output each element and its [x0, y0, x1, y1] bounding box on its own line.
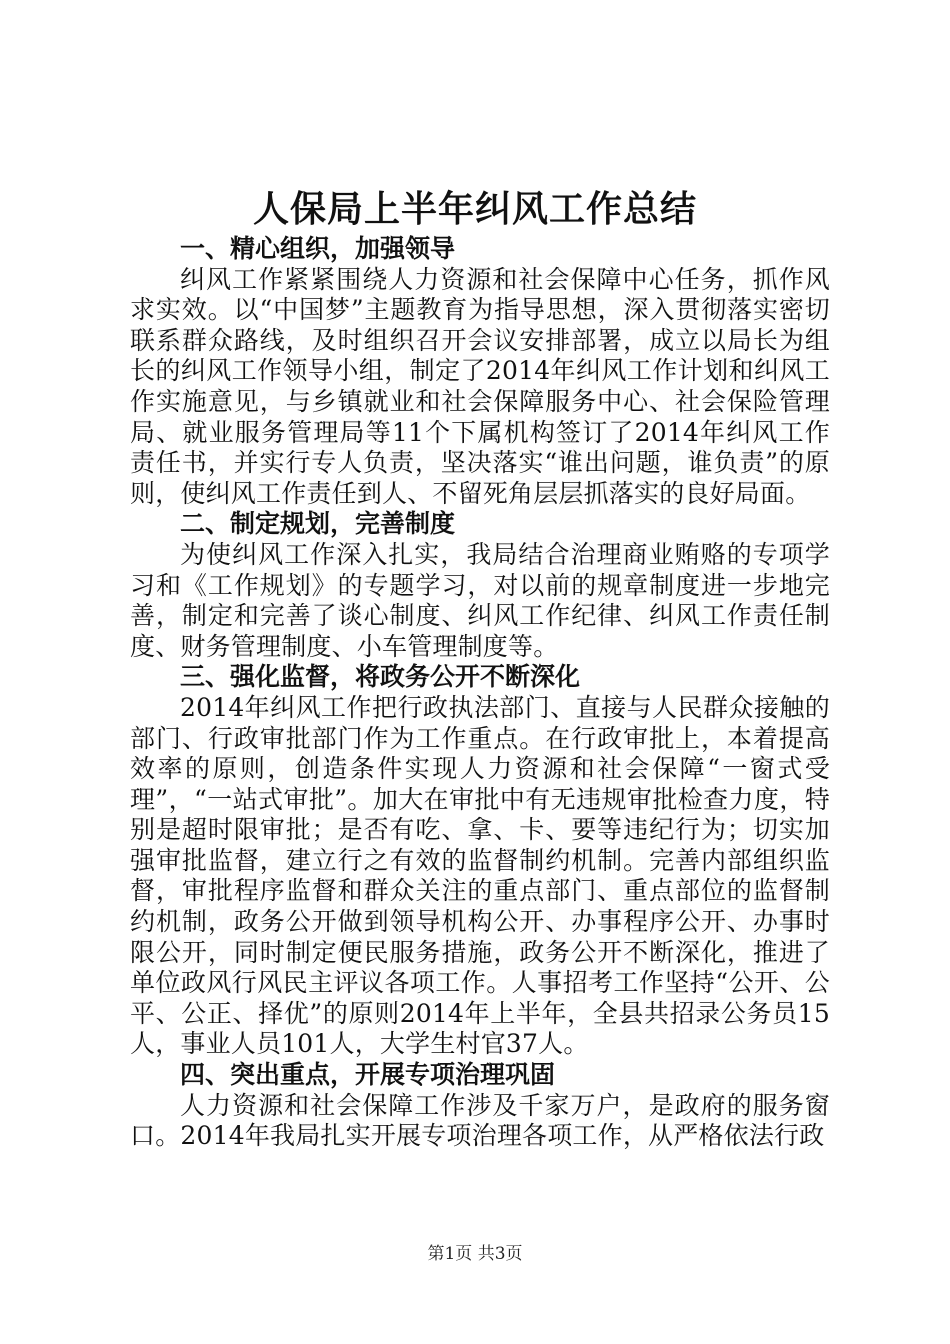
- section-paragraph-2: 为使纠风工作深入扎实，我局结合治理商业贿赂的专项学习和《工作规划》的专题学习，对以前的规章制度进一步地完善，制定和完善了谈心制度、纠风工作纪律、纠风工作责任制度、财务管理制度、小车管理制度等。: [130, 539, 830, 661]
- document-title: 人保局上半年纠风工作总结: [252, 188, 697, 230]
- section-heading-4: 四、突出重点，开展专项治理巩固: [180, 1060, 556, 1090]
- document-body: [130, 234, 830, 1152]
- section-paragraph-3: 2014年纠风工作把行政执法部门、直接与人民群众接触的部门、行政审批部门作为工作重点。在行政审批上，本着提高效率的原则，创造条件实现人力资源和社会保障“一窗式受理”，“一站式审批”。加大在审批中有无违规审批检查力度，特别是超时限审批；是否有吃、拿、卡、要等违纪行为；切实加强审批监督，建立行之有效的监督制约机制。完善内部组织监督，审批程序监督和群众关注的重点部门、重点部位的监督制约机制，政务公开做到领导机构公开、办事程序公开、办事时限公开，同时制定便民服务措施，政务公开不断深化，推进了单位政风行风民主评议各项工作。人事招考工作坚持“公开、公平、公正、择优”的原则2014年上半年，全县共招录公务员15人，事业人员101人，大学生村官37人。: [130, 692, 830, 1059]
- page-footer: 第1页 共3页: [427, 1244, 523, 1264]
- section-paragraph-4: 人力资源和社会保障工作涉及千家万户，是政府的服务窗口。2014年我局扎实开展专项治理各项工作，从严格依法行政: [130, 1090, 830, 1151]
- section-paragraph-1: 纠风工作紧紧围绕人力资源和社会保障中心任务，抓作风求实效。以“中国梦”主题教育为指导思想，深入贯彻落实密切联系群众路线，及时组织召开会议安排部署，成立以局长为组长的纠风工作领导小组，制定了2014年纠风工作计划和纠风工作实施意见，与乡镇就业和社会保障服务中心、社会保险管理局、就业服务管理局等11个下属机构签订了2014年纠风工作责任书，并实行专人负责，坚决落实“谁出问题，谁负责”的原则，使纠风工作责任到人、不留死角层层抓落实的良好局面。: [130, 264, 830, 508]
- section-heading-2: 二、制定规划，完善制度: [180, 509, 456, 539]
- section-heading-1: 一、精心组织，加强领导: [180, 234, 456, 263]
- section-heading-3: 三、强化监督，将政务公开不断深化: [180, 662, 581, 692]
